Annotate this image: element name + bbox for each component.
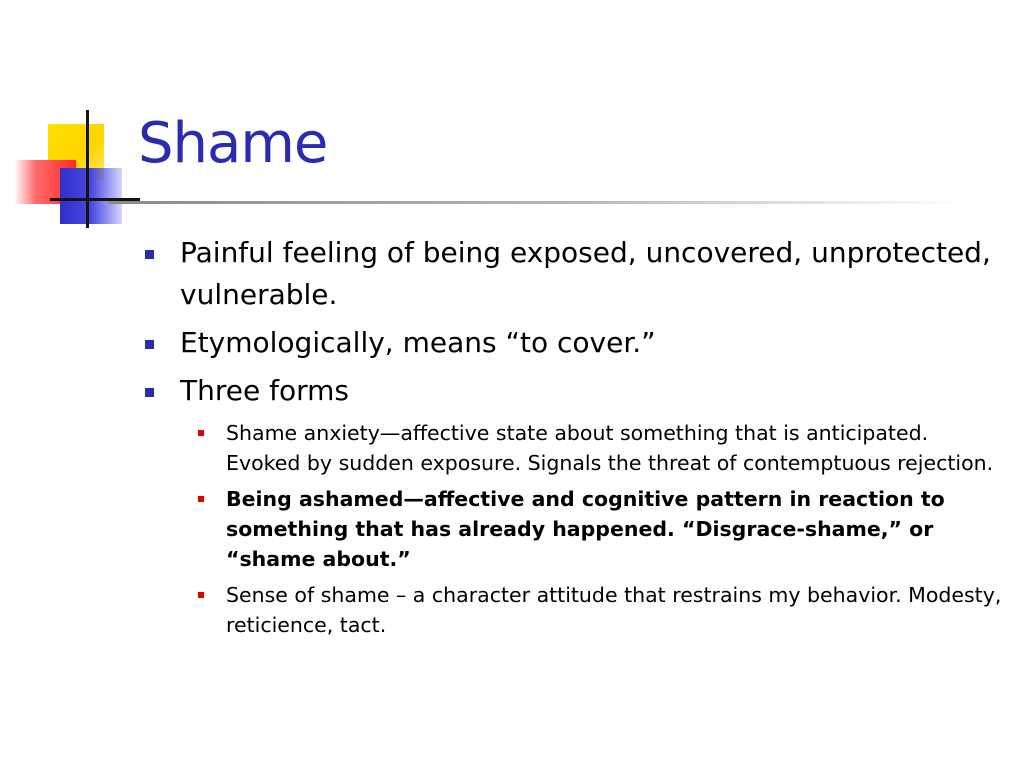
- title-divider: [108, 201, 968, 204]
- slide-logo-icon: [0, 0, 140, 240]
- square-bullet-icon: [198, 496, 204, 502]
- sub-bullet-item: [188, 484, 1002, 574]
- sub-bullet-text: Being ashamed—affective and cognitive pattern in reaction to something that has already happened. “Disgrace-shame,” or “shame about.”: [226, 487, 945, 571]
- bullet-item: [142, 232, 1002, 316]
- slide-title: Shame: [138, 111, 328, 176]
- sub-bullet-text: Shame anxiety—affective state about something that is anticipated. Evoked by sudden exposure. Signals the threat of contemptuous rejection.: [226, 421, 994, 475]
- bullet-item: [142, 322, 1002, 364]
- sub-bullet-item: [188, 418, 1002, 478]
- bullet-item: [142, 370, 1002, 412]
- sub-bullet-text: Sense of shame – a character attitude that restrains my behavior. Modesty, reticience, tact.: [226, 583, 1002, 637]
- blue-square-icon: [60, 168, 122, 224]
- square-bullet-icon: [145, 388, 154, 397]
- square-bullet-icon: [145, 340, 154, 349]
- square-bullet-icon: [198, 592, 204, 598]
- vertical-line-icon: [86, 110, 89, 228]
- sub-bullet-list: [188, 418, 1002, 640]
- slide-body: [142, 232, 1002, 646]
- square-bullet-icon: [198, 430, 204, 436]
- bullet-text: Painful feeling of being exposed, uncovered, unprotected, vulnerable.: [180, 236, 991, 311]
- bullet-text: Etymologically, means “to cover.”: [180, 326, 656, 359]
- square-bullet-icon: [145, 250, 154, 259]
- sub-bullet-item: [188, 580, 1002, 640]
- bullet-text: Three forms: [180, 374, 349, 407]
